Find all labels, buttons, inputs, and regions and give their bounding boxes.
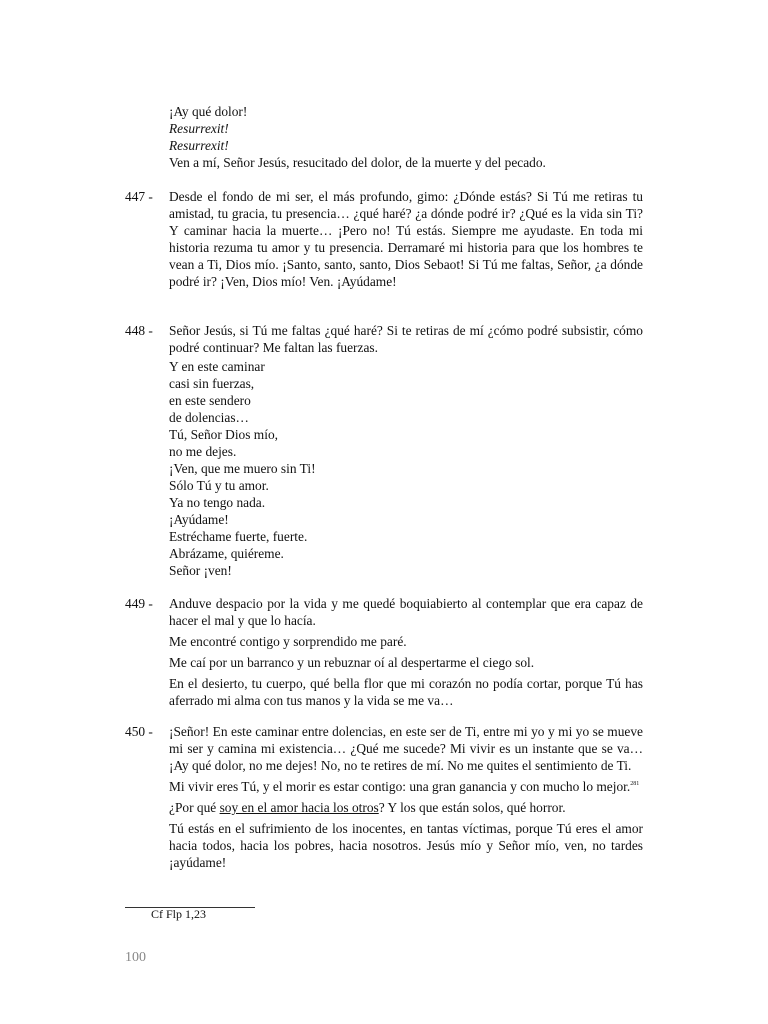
section-450 xyxy=(169,723,643,871)
paragraph: Anduve despacio por la vida y me quedé boquiabierto al contemplar que era capaz de hacer el mal y que lo hacía. xyxy=(169,596,643,628)
paragraph xyxy=(169,778,643,795)
intro-line: ¡Ay qué dolor! xyxy=(169,104,248,119)
section-448 xyxy=(169,322,643,579)
underlined-text: soy en el amor hacia los otros xyxy=(219,800,379,815)
page-number: 100 xyxy=(125,950,146,965)
poem-line: Sólo Tú y tu amor. xyxy=(169,478,269,493)
intro-line: Ven a mí, Señor Jesús, resucitado del dolor, de la muerte y del pecado. xyxy=(169,155,546,170)
paragraph-text: ? Y los que están solos, qué horror. xyxy=(378,800,566,815)
intro-block xyxy=(169,103,643,171)
poem-line: casi sin fuerzas, xyxy=(169,376,255,391)
section-number-447: 447 - xyxy=(125,189,153,204)
poem-line: ¡Ayúdame! xyxy=(169,512,229,527)
intro-line: Resurrexit! xyxy=(169,121,229,136)
section-449 xyxy=(169,595,643,709)
poem-line: de dolencias… xyxy=(169,410,249,425)
poem xyxy=(169,358,643,579)
poem-line: Ya no tengo nada. xyxy=(169,495,266,510)
paragraph: Me encontré contigo y sorprendido me paré. xyxy=(169,634,407,649)
footnote-marker: 281 xyxy=(630,781,640,787)
intro-line: Resurrexit! xyxy=(169,138,229,153)
section-number-450: 450 - xyxy=(125,724,153,739)
poem-line: Tú, Señor Dios mío, xyxy=(169,427,278,442)
poem-line: Estréchame fuerte, fuerte. xyxy=(169,529,308,544)
section-447 xyxy=(169,188,643,290)
paragraph: Tú estás en el sufrimiento de los inocentes, en tantas víctimas, porque Tú eres el amor hacia todos, hacia los pobres, hacia nosotros. Jesús mío y Señor mío, ven, no tardes ¡ayúdame! xyxy=(169,821,643,870)
paragraph: Me caí por un barranco y un rebuznar oí al despertarme el ciego sol. xyxy=(169,655,535,670)
paragraph: Señor Jesús, si Tú me faltas ¿qué haré? Si te retiras de mí ¿cómo podré subsistir, cómo podré continuar? Me faltan las fuerzas. xyxy=(169,323,643,355)
paragraph: Desde el fondo de mi ser, el más profundo, gimo: ¿Dónde estás? Si Tú me retiras tu amistad, tu gracia, tu presencia… ¿qué haré? ¿a dónde podré ir? ¿Qué es la vida sin Ti? Y caminar hacia la muerte… ¡Pero no! Tú estás. Siempre me ayudaste. En toda mi historia rezuma tu amor y tu presencia. Derramaré mi historia para que los hombres te vean a Ti, Dios mío. ¡Santo, santo, santo, Dios Sebaot! Si Tú me faltas, Señor, ¿a dónde podré ir? ¡Ven, Dios mío! Ven. ¡Ayúdame! xyxy=(169,189,643,289)
paragraph-text: Mi vivir eres Tú, y el morir es estar contigo: una gran ganancia y con mucho lo mejor. xyxy=(169,779,631,794)
poem-line: no me dejes. xyxy=(169,444,237,459)
paragraph xyxy=(169,799,643,816)
footnote-text: Cf Flp 1,23 xyxy=(151,907,207,921)
paragraph: En el desierto, tu cuerpo, qué bella flor que mi corazón no podía cortar, porque Tú has aferrado mi alma con tus manos y la vida se me va… xyxy=(169,676,643,708)
poem-line: Abrázame, quiéreme. xyxy=(169,546,284,561)
poem-line: ¡Ven, que me muero sin Ti! xyxy=(169,461,316,476)
section-number-449: 449 - xyxy=(125,596,153,611)
poem-line: Y en este caminar xyxy=(169,359,265,374)
section-number-448: 448 - xyxy=(125,323,153,338)
poem-line: en este sendero xyxy=(169,393,251,408)
paragraph-text: ¿Por qué xyxy=(169,800,220,815)
poem-line: Señor ¡ven! xyxy=(169,563,232,578)
paragraph: ¡Señor! En este caminar entre dolencias, en este ser de Ti, entre mi yo y mi yo se mueve mi ser y camina mi existencia… ¿Qué me sucede? Mi vivir es un instante que se va… ¡Ay qué dolor, no me dejes! No, no te retires de mí. No me quites el sentimiento de Ti. xyxy=(169,724,643,773)
